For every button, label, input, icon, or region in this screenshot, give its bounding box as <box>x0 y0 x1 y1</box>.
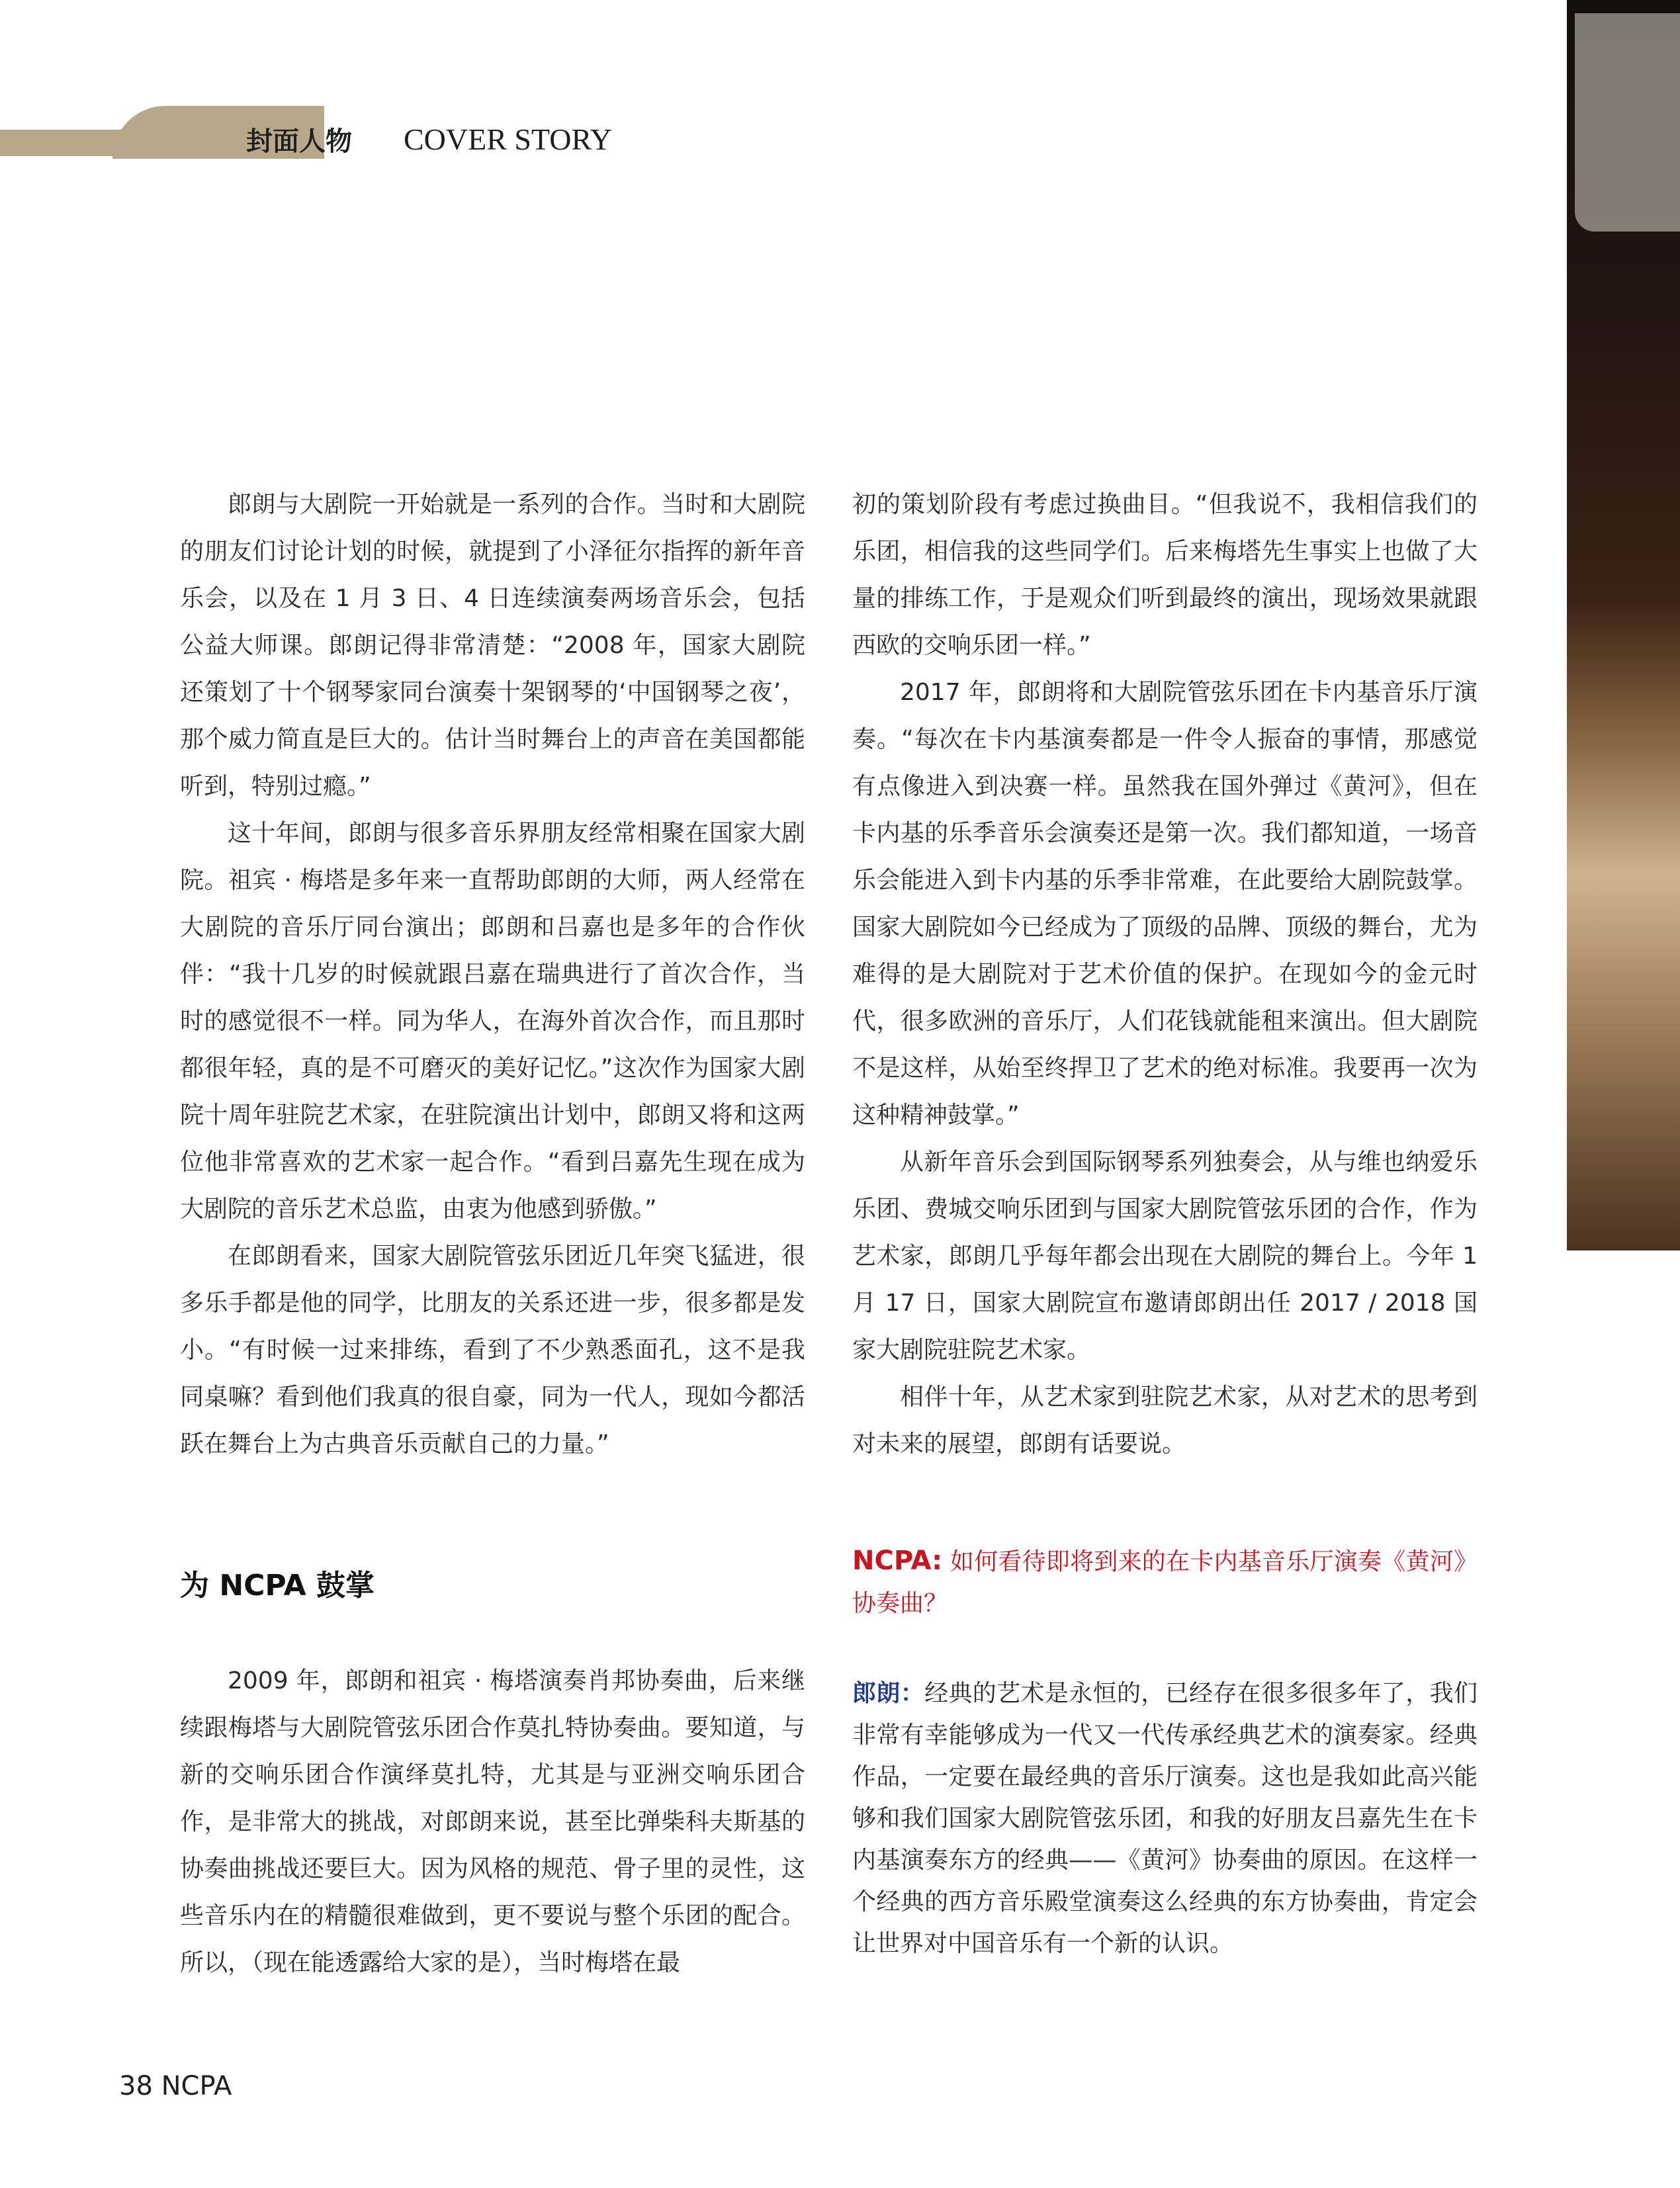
paragraph: 2009 年，郎朗和祖宾 · 梅塔演奏肖邦协奏曲，后来继续跟梅塔与大剧院管弦乐团合作莫扎特协奏曲。要知道，与新的交响乐团合作演绎莫扎特，尤其是与亚洲交响乐团合作，是非常大的挑战，对郎朗来说，甚至比弹柴科夫斯基的协奏曲挑战还要巨大。因为风格的规范、骨子里的灵性，这些音乐内在的精髓很难做到，更不要说与整个乐团的配合。所以，（现在能透露给大家的是），当时梅塔在最 <box>180 1667 805 1976</box>
interview-answer <box>852 1673 1478 1964</box>
answer-text: 经典的艺术是永恒的，已经存在很多很多年了，我们非常有幸能够成为一代又一代传承经典艺术的演奏家。经典作品，一定要在最经典的音乐厅演奏。这也是我如此高兴能够和我们国家大剧院管弦乐团，和我的好朋友吕嘉先生在卡内基演奏东方的经典——《黄河》协奏曲的原因。在这样一个经典的西方音乐殿堂演奏这么经典的东方协奏曲，肯定会让世界对中国音乐有一个新的认识。 <box>852 1680 1478 1957</box>
article-left-column-2 <box>180 1657 805 1986</box>
paragraph: 这十年间，郎朗与很多音乐界朋友经常相聚在国家大剧院。祖宾 · 梅塔是多年来一直帮助郎朗的大师，两人经常在大剧院的音乐厅同台演出；郎朗和吕嘉也是多年的合作伙伴：“我十几岁的时候就跟吕嘉在瑞典进行了首次合作，当时的感觉很不一样。同为华人，在海外首次合作，而且那时都很年轻，真的是不可磨灭的美好记忆。”这次作为国家大剧院十周年驻院艺术家，在驻院演出计划中，郎朗又将和这两位他非常喜欢的艺术家一起合作。“看到吕嘉先生现在成为大剧院的音乐艺术总监，由衷为他感到骄傲。” <box>180 820 805 1223</box>
question-text: 如何看待即将到来的在卡内基音乐厅演奏《黄河》协奏曲？ <box>852 1548 1478 1617</box>
footer-brand: NCPA <box>161 2071 232 2101</box>
section-label-cn: 封面人物 <box>246 126 352 157</box>
paragraph: 2017 年，郎朗将和大剧院管弦乐团在卡内基音乐厅演奏。“每次在卡内基演奏都是一件令人振奋的事情，那感觉有点像进入到决赛一样。虽然我在国外弹过《黄河》，但在卡内基的乐季音乐会演奏还是第一次。我们都知道，一场音乐会能进入到卡内基的乐季非常难，在此要给大剧院鼓掌。国家大剧院如今已经成为了顶级的品牌、顶级的舞台，尤为难得的是大剧院对于艺术价值的保护。在现如今的金元时代，很多欧洲的音乐厅，人们花钱就能租来演出。但大剧院不是这样，从始至终捍卫了艺术的绝对标准。我要再一次为这种精神鼓掌。” <box>852 679 1478 1129</box>
paragraph: 相伴十年，从艺术家到驻院艺术家，从对艺术的思考到对未来的展望，郎朗有话要说。 <box>852 1383 1478 1458</box>
page-number: 38 <box>119 2071 153 2101</box>
page-footer <box>119 2071 232 2101</box>
photo-highlight <box>1575 13 1680 232</box>
interview-question <box>852 1540 1478 1624</box>
question-label: NCPA: <box>852 1546 943 1576</box>
paragraph: 郎朗与大剧院一开始就是一系列的合作。当时和大剧院的朋友们讨论计划的时候，就提到了小泽征尔指挥的新年音乐会，以及在 1 月 3 日、4 日连续演奏两场音乐会，包括公益大师课。郎朗记得非常清楚：“2008 年，国家大剧院还策划了十个钢琴家同台演奏十架钢琴的‘中国钢琴之夜’，那个威力简直是巨大的。估计当时舞台上的声音在美国都能听到，特别过瘾。” <box>180 491 805 800</box>
paragraph-continued: 初的策划阶段有考虑过换曲目。“但我说不，我相信我们的乐团，相信我的这些同学们。后来梅塔先生事实上也做了大量的排练工作，于是观众们听到最终的演出，现场效果就跟西欧的交响乐团一样。” <box>852 491 1478 659</box>
section-heading: 为 NCPA 鼓掌 <box>180 1569 375 1602</box>
section-label-en: COVER STORY <box>404 122 612 156</box>
article-left-column <box>180 481 805 1467</box>
article-right-column <box>852 481 1478 1467</box>
paragraph: 在郎朗看来，国家大剧院管弦乐团近几年突飞猛进，很多乐手都是他的同学，比朋友的关系还进一步，很多都是发小。“有时候一过来排练，看到了不少熟悉面孔，这不是我同桌嘛？看到他们我真的很自豪，同为一代人，现如今都活跃在舞台上为古典音乐贡献自己的力量。” <box>180 1243 805 1458</box>
answer-label: 郎朗： <box>852 1680 925 1707</box>
paragraph: 从新年音乐会到国际钢琴系列独奏会，从与维也纳爱乐乐团、费城交响乐团到与国家大剧院管弦乐团的合作，作为艺术家，郎朗几乎每年都会出现在大剧院的舞台上。今年 1 月 17 日，国家大剧院宣布邀请郎朗出任 2017 / 2018 国家大剧院驻院艺术家。 <box>852 1149 1478 1364</box>
